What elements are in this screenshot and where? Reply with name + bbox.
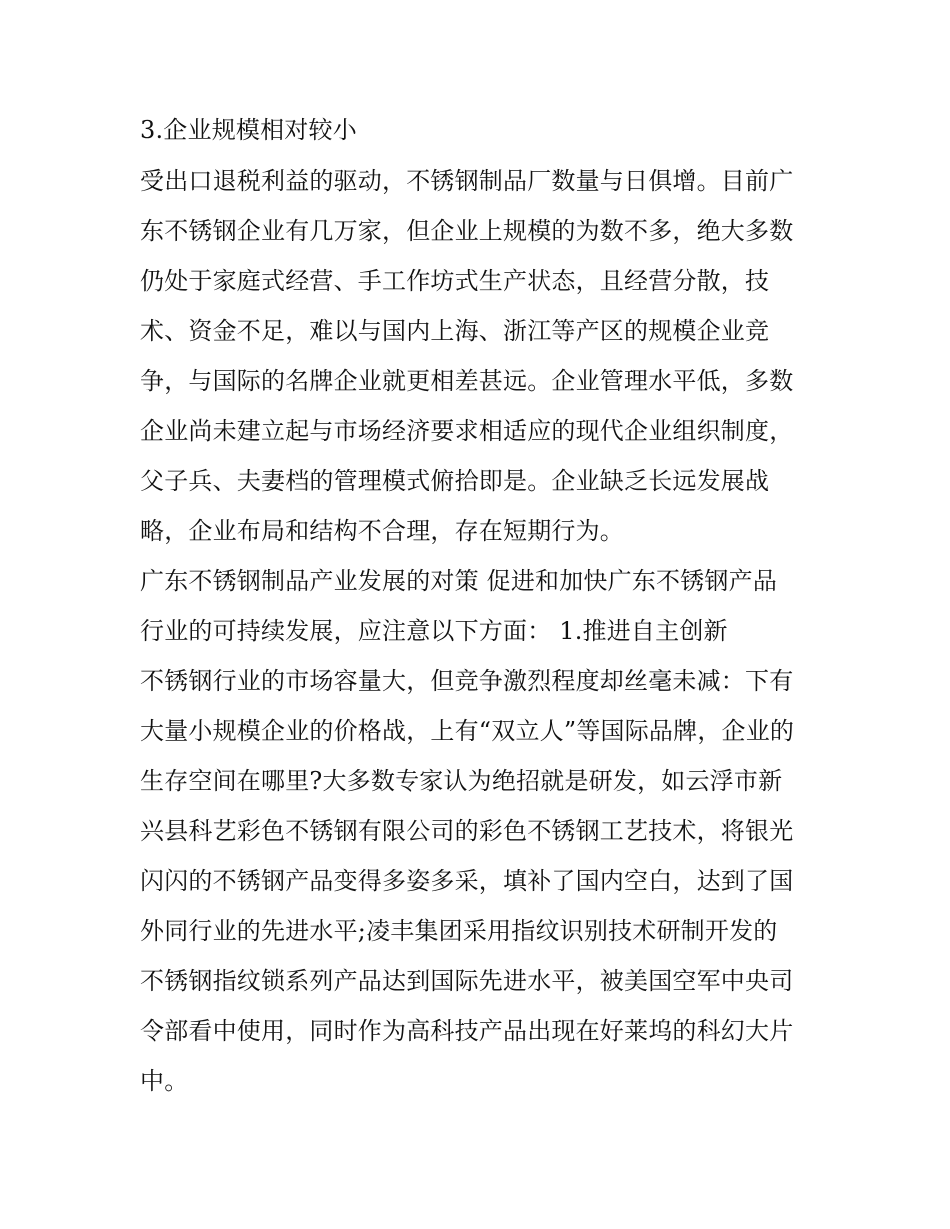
text-line: 东不锈钢企业有几万家，但企业上规模的为数不多，绝大多数 [140,217,794,245]
text-line: 受出口退税利益的驱动，不锈钢制品厂数量与日俱增。目前广 [140,167,794,195]
paragraph-countermeasures [140,556,820,656]
text-line: 生存空间在哪里?大多数专家认为绝招就是研发，如云浮市新 [140,767,783,795]
text-line: 大量小规模企业的价格战，上有“双立人”等国际品牌，企业的 [140,717,795,745]
text-line: 外同行业的先进水平;凌丰集团采用指纹识别技术研制开发的 [140,917,778,945]
text-line: 不锈钢行业的市场容量大，但竞争激烈程度却丝毫未减：下有 [140,667,794,695]
text-line: 闪闪的不锈钢产品变得多姿多采，填补了国内空白，达到了国 [140,867,794,895]
text-line: 仍处于家庭式经营、手工作坊式生产状态，且经营分散，技 [140,267,770,295]
text-line: 行业的可持续发展，应注意以下方面： 1.推进自主创新 [140,617,728,645]
text-line: 中。 [140,1067,189,1095]
section-heading: 3.企业规模相对较小 [140,116,357,144]
text-line: 术、资金不足，难以与国内上海、浙江等产区的规模企业竞 [140,317,770,345]
text-line: 略，企业布局和结构不合理，存在短期行为。 [140,517,624,545]
text-line: 争，与国际的名牌企业就更相差甚远。企业管理水平低，多数 [140,367,794,395]
paragraph-export-rebate [140,156,820,556]
text-line: 令部看中使用，同时作为高科技产品出现在好莱坞的科幻大片 [140,1017,794,1045]
text-line: 企业尚未建立起与市场经济要求相适应的现代企业组织制度， [140,417,794,445]
text-line: 父子兵、夫妻档的管理模式俯拾即是。企业缺乏长远发展战 [140,467,770,495]
text-line: 广东不锈钢制品产业发展的对策 促进和加快广东不锈钢产品 [140,567,778,595]
document-body [140,112,820,1106]
text-line: 兴县科艺彩色不锈钢有限公司的彩色不锈钢工艺技术，将银光 [140,817,794,845]
text-line: 不锈钢指纹锁系列产品达到国际先进水平，被美国空军中央司 [140,967,794,995]
paragraph-innovation [140,656,820,1106]
